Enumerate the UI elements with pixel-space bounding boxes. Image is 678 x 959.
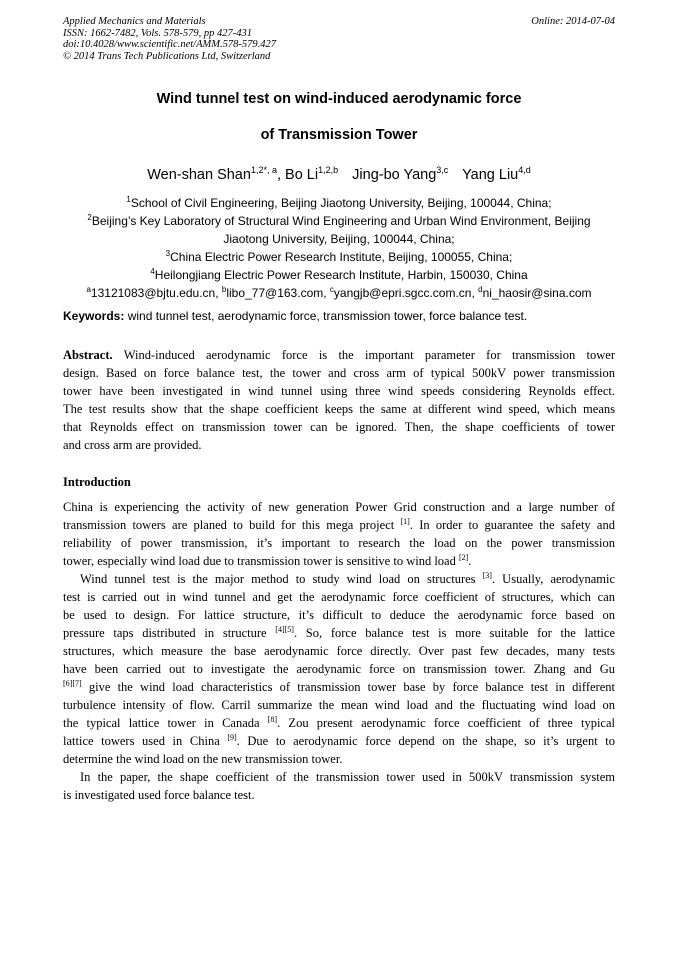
citation: [6][7]	[63, 679, 82, 688]
text: . Due to aerodynamic force depend on the shape, so it’s urgent to	[236, 734, 615, 748]
paragraph-line: is investigated used force balance test.	[63, 788, 255, 802]
text: . Usually, aerodynamic	[491, 572, 616, 586]
text: .	[468, 554, 472, 568]
abstract-line: tower have been investigated in wind tunnel using three wind speeds considering Reynolds effect.	[63, 384, 615, 398]
author-affiliation-mark: 4,d	[518, 165, 531, 175]
email-address: libo_77@163.com,	[226, 286, 330, 300]
affiliation-1	[63, 194, 615, 212]
author-name: Wen-shan Shan	[147, 167, 251, 183]
paragraph-line: structures, which measure the base aerodynamic force directly. Over past few decades, many tests	[63, 644, 615, 658]
citation: [4][5]	[275, 625, 294, 634]
paragraph-line: test is carried out in wind tunnel and get the aerodynamic force coefficient of structures, which can	[63, 590, 615, 604]
affiliation-text: Heilongjiang Electric Power Research Institute, Harbin, 150030, China	[154, 268, 528, 282]
paragraph-line: reliability of power transmission, it’s important to research the load on the power transmission	[63, 536, 615, 550]
affiliation-text: School of Civil Engineering, Beijing Jiaotong University, Beijing, 100044, China;	[130, 196, 552, 210]
abstract-label: Abstract.	[63, 348, 113, 362]
abstract-line: that Reynolds effect on transmission tower can be ignored. Then, the shape coefficients of tower	[63, 420, 615, 434]
issn-line: ISSN: 1662-7482, Vols. 578-579, pp 427-431	[63, 27, 252, 39]
paper-title-line-2: of Transmission Tower	[260, 127, 418, 143]
email-address: 13121083@bjtu.edu.cn,	[90, 286, 222, 300]
paragraph-line: In the paper, the shape coefficient of the transmission tower used in 500kV transmission system	[80, 770, 615, 784]
paragraph-line: have been carried out to investigate the aerodynamic force on transmission tower. Zhang and Gu	[63, 662, 615, 676]
affiliation-text: China Electric Power Research Institute, Beijing, 100055, China;	[170, 250, 513, 264]
email-mark: c	[329, 285, 334, 294]
email-address: yangjb@epri.sgcc.com.cn,	[333, 286, 479, 300]
text: transmission towers are planed to build for this mega project	[63, 518, 401, 532]
text: . So, force balance test is more suitable for the lattice	[293, 626, 615, 640]
email-list	[63, 284, 615, 302]
citation: [1]	[400, 517, 410, 526]
abstract-line: design. Based on force balance test, the tower and cross arm of typical 500kV power transmission	[63, 366, 615, 380]
text: tower, especially wind load due to transmission tower is sensitive to wind load	[63, 554, 459, 568]
text: Wind tunnel test is the major method to study wind load on structures	[80, 572, 483, 586]
email-mark: d	[478, 285, 483, 294]
author	[285, 167, 338, 183]
paragraph-line: determine the wind load on the new transmission tower.	[63, 752, 343, 766]
text: the typical lattice tower in Canada	[63, 716, 268, 730]
affiliations	[63, 194, 615, 302]
paragraph-line: be used to design. For lattice structure, it’s difficult to deduce the aerodynamic force based on	[63, 608, 615, 622]
paragraph-line: turbulence intensity of flow. Carril summarize the mean wind load and the fluctuating wind load on	[63, 698, 615, 712]
online-date: Online: 2014-07-04	[531, 16, 615, 27]
author-name: Yang Liu	[462, 167, 519, 183]
abstract-line: and cross arm are provided.	[63, 438, 202, 452]
text: . Zou present aerodynamic force coefficient of three typical	[277, 716, 615, 730]
affiliation-mark: 1	[126, 195, 131, 204]
text: pressure taps distributed in structure	[63, 626, 276, 640]
paragraph-line	[63, 732, 615, 750]
affiliation-2-continued: Jiaotong University, Beijing, 100044, China;	[223, 232, 455, 246]
journal-name: Applied Mechanics and Materials	[63, 16, 206, 27]
paragraph-line	[63, 570, 615, 588]
text: lattice towers used in China	[63, 734, 228, 748]
author	[147, 167, 281, 183]
affiliation-4	[63, 266, 615, 284]
introduction-body	[63, 498, 615, 804]
author-name: Jing-bo Yang	[352, 167, 437, 183]
paragraph-line: China is experiencing the activity of new generation Power Grid construction and a large number of	[63, 500, 615, 514]
affiliation-text: Beijing’s Key Laboratory of Structural Wind Engineering and Urban Wind Environment, Beijing	[91, 214, 591, 228]
email-mark: a	[86, 285, 91, 294]
abstract-text: Wind-induced aerodynamic force is the important parameter for transmission tower	[112, 348, 615, 362]
paragraph-line	[63, 624, 615, 642]
affiliation-mark: 2	[87, 213, 92, 222]
abstract-line: The test results show that the shape coefficient keeps the same at different wind speed, which means	[63, 402, 615, 416]
author-separator: ,	[276, 167, 281, 183]
author-affiliation-mark: 1,2,b	[318, 165, 339, 175]
doi-line: doi:10.4028/www.scientific.net/AMM.578-579.427	[63, 39, 276, 50]
affiliation-mark: 3	[165, 249, 171, 258]
citation: [3]	[482, 571, 492, 580]
citation: [8]	[267, 715, 278, 724]
author-affiliation-mark: 3,c	[436, 165, 449, 175]
paragraph-line	[63, 678, 615, 696]
copyright-line: © 2014 Trans Tech Publications Ltd, Switzerland	[63, 50, 271, 62]
author-list	[63, 167, 615, 183]
email-address: ni_haosir@sina.com	[482, 286, 592, 300]
citation: [9]	[227, 733, 237, 742]
affiliation-mark: 4	[150, 267, 155, 276]
paragraph-line	[63, 552, 615, 570]
author-name: Bo Li	[285, 167, 319, 183]
author	[352, 167, 448, 183]
email-mark: b	[221, 285, 227, 294]
text: give the wind load characteristics of transmission tower base by force balance test in different	[81, 680, 615, 694]
citation: [2]	[458, 553, 469, 562]
abstract-line	[63, 346, 615, 364]
affiliation-2	[63, 212, 615, 230]
section-heading-introduction: Introduction	[63, 475, 131, 489]
author-affiliation-mark: 1,2*, a	[250, 165, 277, 175]
affiliation-3	[63, 248, 615, 266]
journal-header	[63, 16, 615, 62]
keywords	[63, 309, 615, 323]
abstract	[63, 346, 615, 454]
author	[462, 167, 531, 183]
paragraph-line	[63, 516, 615, 534]
paper-title-line-1: Wind tunnel test on wind-induced aerodynamic force	[156, 91, 522, 107]
keywords-text: wind tunnel test, aerodynamic force, transmission tower, force balance test.	[124, 309, 528, 323]
text: . In order to guarantee the safety and	[409, 518, 615, 532]
keywords-label: Keywords:	[63, 309, 125, 323]
paragraph-line	[63, 714, 615, 732]
